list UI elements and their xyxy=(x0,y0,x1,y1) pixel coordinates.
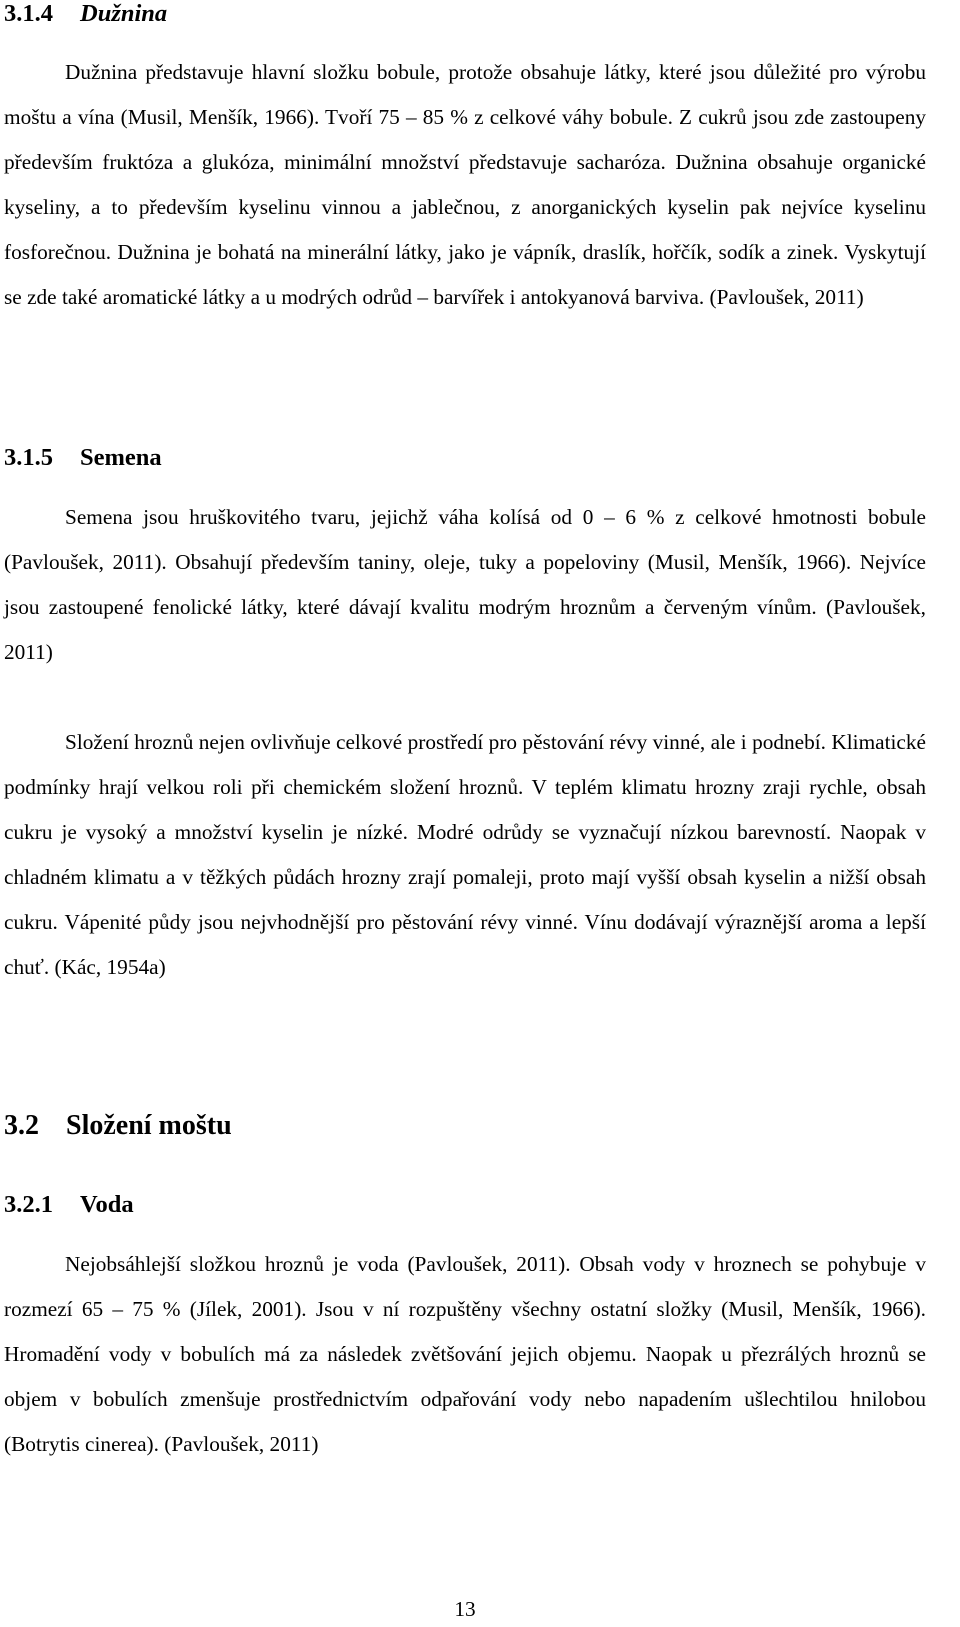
paragraph-semena: Semena jsou hruškovitého tvaru, jejichž váha kolísá od 0 – 6 % z celkové hmotnosti bobule (Pavloušek, 2011). Obsahují především taniny, oleje, tuky a popeloviny (Musil, Menšík, 1966). Nejvíce jsou zastoupené fenolické látky, které dávají kvalitu modrým hroznům a červeným vínům. (Pavloušek, 2011) xyxy=(4,505,926,664)
heading-3-1-5 xyxy=(4,444,162,472)
paragraph-voda: Nejobsáhlejší složkou hroznů je voda (Pavloušek, 2011). Obsah vody v hroznech se pohybuje v rozmezí 65 – 75 % (Jílek, 2001). Jsou v ní rozpuštěny všechny ostatní složky (Musil, Menšík, 1966). Hromadění vody v bobulích má za následek zvětšování jejich objemu. Naopak u přezrálých hroznů se objem v bobulích zmenšuje prostřednictvím odpařování vody nebo napadením ušlechtilou hnilobou (Botrytis cinerea). (Pavloušek, 2011) xyxy=(4,1252,926,1456)
heading-title: Složení moštu xyxy=(66,1110,232,1141)
heading-title: Semena xyxy=(80,444,162,471)
heading-number: 3.1.4 xyxy=(4,0,53,27)
paragraph-duznina: Dužnina představuje hlavní složku bobule, protože obsahuje látky, které jsou důležité pro výrobu moštu a vína (Musil, Menšík, 1966). Tvoří 75 – 85 % z celkové váhy bobule. Z cukrů jsou zde zastoupeny především fruktóza a glukóza, minimální množství představuje sacharóza. Dužnina obsahuje organické kyseliny, a to především kyselinu vinnou a jablečnou, z anorganických kyselin pak nejvíce kyselinu fosforečnou. Dužnina je bohatá na minerální látky, jako je vápník, draslík, hořčík, sodík a zinek. Vyskytují se zde také aromatické látky a u modrých odrůd – barvířek i antokyanová barviva. (Pavloušek, 2011) xyxy=(4,60,926,309)
heading-3-2 xyxy=(4,1110,232,1142)
heading-number: 3.1.5 xyxy=(4,444,53,471)
heading-3-2-1 xyxy=(4,1191,134,1219)
heading-number: 3.2 xyxy=(4,1110,39,1141)
heading-title: Dužnina xyxy=(80,0,168,27)
heading-title: Voda xyxy=(80,1191,134,1218)
paragraph-slozeni-hroznu: Složení hroznů nejen ovlivňuje celkové prostředí pro pěstování révy vinné, ale i podnebí. Klimatické podmínky hrají velkou roli při chemickém složení hroznů. V teplém klimatu hrozny zraji rychle, obsah cukru je vysoký a množství kyselin je nízké. Modré odrůdy se vyznačují nízkou barevností. Naopak v chladném klimatu a v těžkých půdách hrozny zrají pomaleji, proto mají vyšší obsah kyselin a nižší obsah cukru. Vápenité půdy jsou nejvhodnější pro pěstování révy vinné. Vínu dodávají výraznější aroma a lepší chuť. (Kác, 1954a) xyxy=(4,730,926,979)
page-number: 13 xyxy=(454,1597,476,1621)
heading-3-1-4 xyxy=(4,0,167,28)
heading-number: 3.2.1 xyxy=(4,1191,53,1218)
